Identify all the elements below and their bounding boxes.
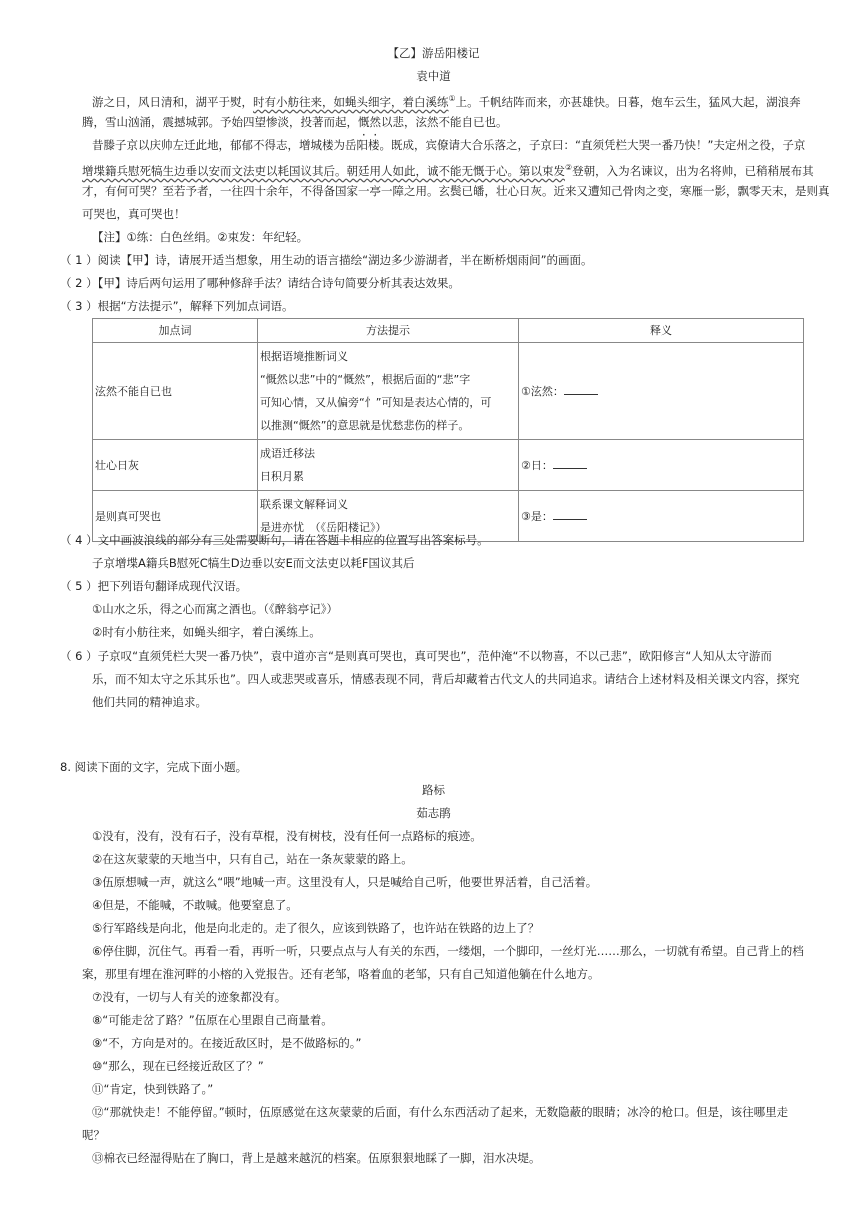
table-row	[93, 440, 804, 491]
answer-label: ①泫然：	[521, 384, 564, 398]
story-paragraph: ③伍原想喊一声，就这么“喂”地喊一声。这里没有人，只是喊给自己听，他要世界活着，自己活着。	[92, 875, 598, 889]
table-header: 方法提示	[258, 319, 519, 343]
table-cell-answer	[519, 343, 804, 440]
footnote-marker: ②	[565, 163, 573, 172]
story-paragraph: ⑫“那就快走！不能停留。”顿时，伍原感觉在这灰蒙蒙的后面，有什么东西活动了起来，无数隐蔽的眼睛；冰冷的枪口。但是，该往哪里走	[92, 1105, 789, 1119]
text-span: 腾，雪山汹涌，震撼城郭。予始四望惨淡，投著而起，	[82, 115, 358, 129]
wavy-underlined-text: 时有小舫往来，如蝇头细字，着白溪练	[253, 94, 449, 109]
vocab-table	[92, 318, 804, 542]
table-cell-word: 是则真可哭也	[93, 491, 258, 542]
passage-paragraph-2-cont: 才，有何可哭？至若予者，一往四十余年，不得备国家一亭一障之用。玄鬓已皤，壮心日灰。近来又遭知己骨肉之变，寒雁一影，飘零天末，是则真	[82, 184, 830, 198]
hint-line: 可知心情，又从偏旁“忄”可知是表达心情的，可	[260, 396, 492, 409]
question-4: （ 4 ）文中画波浪线的部分有三处需要断句，请在答题卡相应的位置写出答案标号。	[60, 533, 489, 547]
hint-line: 是进亦忧 （《岳阳楼记》）	[260, 521, 387, 534]
story-paragraph: ⑩“那么，现在已经接近敌区了？”	[92, 1059, 264, 1073]
dotted-char: 然	[369, 115, 381, 129]
footnote: 【注】①练：白色丝绢。②束发：年纪轻。	[92, 230, 309, 244]
story-paragraph: ⑬棉衣已经湿得贴在了胸口，背上是越来越沉的档案。伍原狠狠地睬了一脚，泪水决堤。	[92, 1151, 541, 1165]
hint-line: 以推测“慨然”的意思就是忧愁悲伤的样子。	[260, 419, 470, 432]
passage-paragraph-2-end: 可哭也，真可哭也！	[82, 207, 186, 221]
answer-blank[interactable]	[553, 506, 587, 520]
question-6-cont: 乐，而不知太守之乐其乐也”。四人或悲哭或喜乐，情感表现不同，背后却藏着古代文人的共同追求。请结合上述材料及相关课文内容，探究	[92, 672, 800, 686]
passage-paragraph-1	[92, 90, 801, 111]
story-paragraph: ⑥停住脚，沉住气。再看一看，再听一听，只要点点与人有关的东西，一缕烟，一个脚印，一丝灯光……那么，一切就有希望。自己背上的档	[92, 944, 804, 958]
table-row	[93, 343, 804, 440]
story-paragraph: ①没有，没有，没有石子，没有草棍，没有树枝，没有任何一点路标的痕迹。	[92, 829, 482, 843]
text-span: 以悲，泫然不能自已也。	[381, 115, 508, 129]
table-cell-answer	[519, 491, 804, 542]
table-header: 释义	[519, 319, 804, 343]
passage-paragraph-2: 昔滕子京以庆帅左迁此地，郁郁不得志，增城楼为岳阳楼。既成，宾僚请大合乐落之，子京曰：“直须凭栏大哭一番乃快！”夫定州之役，子京	[92, 138, 806, 152]
story-paragraph: ⑪“肯定，快到铁路了。”	[92, 1082, 214, 1096]
hint-line: “慨然以悲”中的“慨然”，根据后面的“悲”字	[260, 373, 471, 386]
wavy-underlined-text: 增堞籍兵慰死犒生边垂以安而文法吏以耗国议其后。朝廷用人如此，诚不能无慨于心。第以束发	[82, 163, 565, 178]
table-cell-hint	[258, 440, 519, 491]
passage-paragraph-2-cont	[82, 159, 814, 180]
hint-line: 日积月累	[260, 470, 304, 483]
story-paragraph-cont: 案，那里有埋在淮河畔的小榕的入党报告。还有老邹，咯着血的老邹，只有自己知道他躺在什么地方。	[82, 967, 600, 981]
answer-label: ②日：	[521, 458, 553, 472]
answer-blank[interactable]	[564, 381, 598, 395]
table-header: 加点词	[93, 319, 258, 343]
text-span: 登朝，入为名谏议，出为名将帅，已稍稍展布其	[572, 163, 814, 178]
story-paragraph: ⑧“可能走岔了路？”伍原在心里跟自己商量着。	[92, 1013, 333, 1027]
question-5: （ 5 ）把下列语句翻译成现代汉语。	[60, 579, 248, 593]
question-6: （ 6 ）子京叹“直须凭栏大哭一番乃快”，袁中道亦言“是则真可哭也，真可哭也”，范仲淹“不以物喜，不以己悲”，欧阳修言“人知从太守游而	[60, 649, 772, 663]
table-header-row	[93, 319, 804, 343]
story-paragraph: ⑤行军路线是向北，他是向北走的。走了很久，应该到铁路了，也许站在铁路的边上了？	[92, 921, 540, 935]
passage-title: 【乙】游岳阳楼记	[387, 46, 480, 60]
question-8-heading: 8. 阅读下面的文字，完成下面小题。	[60, 760, 248, 774]
question-5-item-1: ①山水之乐，得之心而寓之酒也。（《醉翁亭记》）	[92, 602, 339, 616]
footnote-marker: ①	[448, 94, 456, 103]
question-6-cont: 他们共同的精神追求。	[92, 695, 207, 709]
question-1: （ 1 ）阅读【甲】诗，请展开适当想象，用生动的语言描绘“湖边多少游湖者，半在断桥烟雨间”的画面。	[60, 253, 593, 267]
text-span: 游之日，风日清和，湖平于熨，	[92, 94, 253, 109]
hint-line: 成语迁移法	[260, 447, 315, 460]
table-cell-answer	[519, 440, 804, 491]
question-3: （ 3 ）根据“方法提示”，解释下列加点词语。	[60, 299, 294, 313]
text-span: 上。千帆结阵而来，亦甚雄快。日暮，炮车云生，猛风大起，湖浪奔	[455, 94, 801, 109]
table-cell-word: 泫然不能自已也	[93, 343, 258, 440]
story-title: 路标	[422, 783, 445, 797]
story-author: 茹志鹃	[416, 806, 451, 820]
hint-line: 根据语境推断词义	[260, 350, 348, 363]
hint-line: 联系课文解释词义	[260, 498, 348, 511]
story-paragraph: ②在这灰蒙蒙的天地当中，只有自己，站在一条灰蒙蒙的路上。	[92, 852, 413, 866]
dotted-char: 慨	[358, 115, 370, 129]
answer-label: ③是：	[521, 509, 553, 523]
passage-paragraph-1-cont	[82, 113, 508, 131]
story-paragraph: ⑦没有，一切与人有关的迹象都没有。	[92, 990, 287, 1004]
story-paragraph-cont: 呢？	[82, 1128, 105, 1142]
answer-blank[interactable]	[553, 455, 587, 469]
table-cell-word: 壮心日灰	[93, 440, 258, 491]
question-2: （ 2 ）【甲】诗后两句运用了哪种修辞手法？请结合诗句简要分析其表达效果。	[60, 276, 460, 290]
question-5-item-2: ②时有小舫往来，如蝇头细字，着白溪练上。	[92, 625, 321, 639]
story-paragraph: ④但是，不能喊，不敢喊。他要窒息了。	[92, 898, 298, 912]
question-4-text: 子京增堞A籍兵B慰死C犒生D边垂以安E而文法吏以耗F国议其后	[92, 556, 415, 570]
story-paragraph: ⑨“不，方向是对的。在接近敌区时，是不做路标的。”	[92, 1036, 362, 1050]
table-cell-hint	[258, 343, 519, 440]
passage-author: 袁中道	[416, 69, 451, 83]
